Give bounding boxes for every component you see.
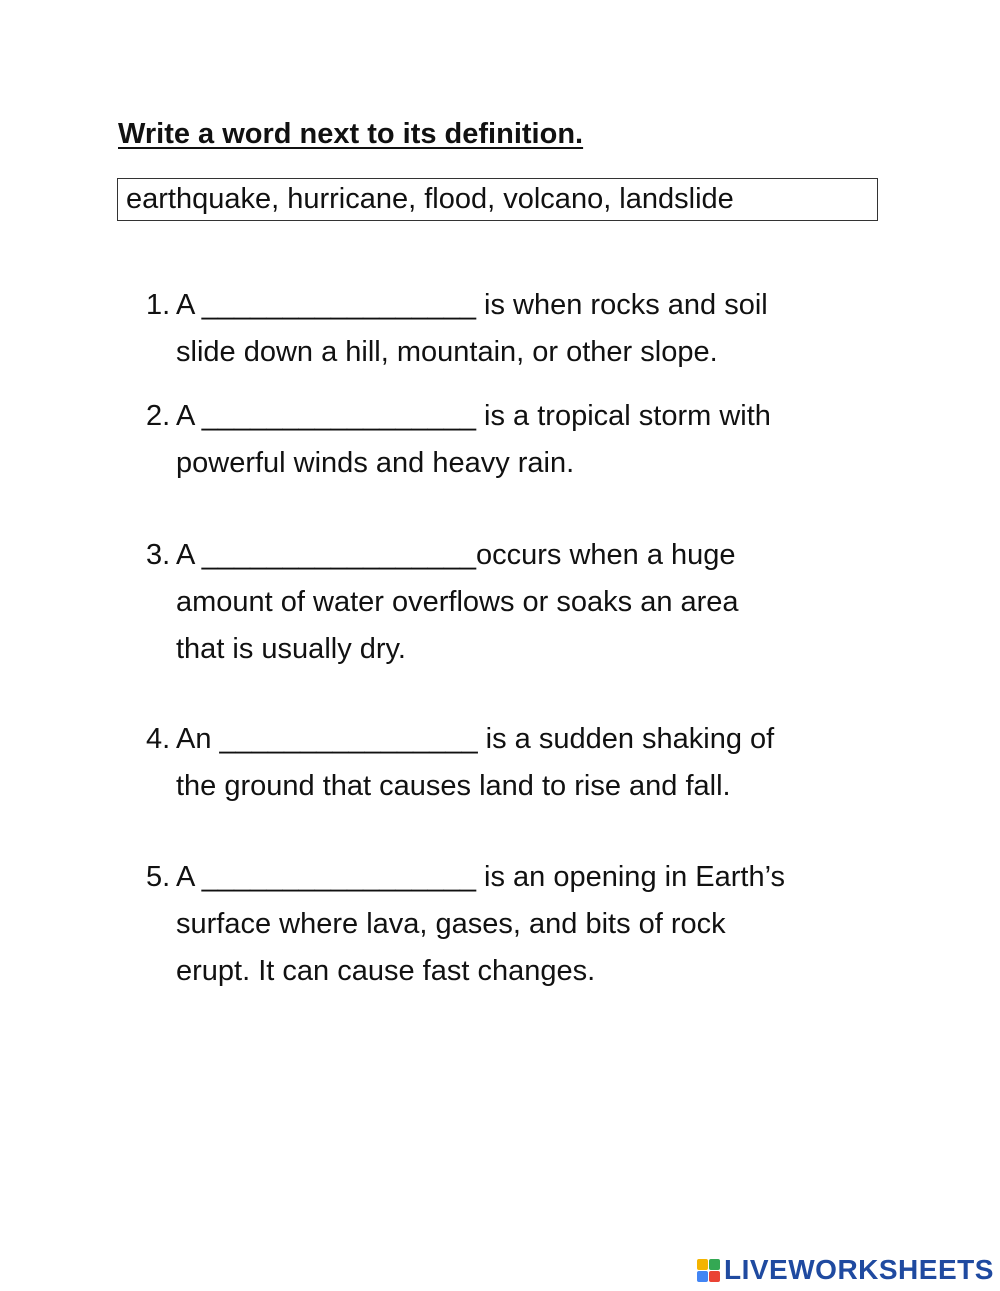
question-text: A _________________ is when rocks and soil slide down a hill, mountain, or other slope.	[176, 289, 768, 368]
question-number: 2.	[146, 400, 171, 432]
question-item	[146, 282, 866, 376]
logo-text: LIVEWORKSHEETS	[724, 1254, 994, 1285]
liveworksheets-logo-icon	[697, 1259, 720, 1282]
question-text: A _________________ is a tropical storm with powerful winds and heavy rain.	[176, 400, 771, 479]
word-bank: earthquake, hurricane, flood, volcano, landslide	[117, 178, 878, 221]
question-item	[146, 854, 866, 995]
question-text: An ________________ is a sudden shaking of the ground that causes land to rise and fall.	[176, 723, 775, 802]
worksheet-title: Write a word next to its definition.	[118, 118, 584, 150]
question-text: A _________________ is an opening in Earth’s surface where lava, gases, and bits of rock erupt. It can cause fast changes.	[176, 861, 785, 987]
question-number: 1.	[146, 289, 171, 321]
liveworksheets-logo	[697, 1254, 994, 1286]
question-item	[146, 393, 866, 487]
question-item	[146, 716, 866, 810]
question-text: A _________________occurs when a huge amount of water overflows or soaks an area that is usually dry.	[176, 539, 739, 665]
question-number: 4.	[146, 723, 171, 755]
question-number: 3.	[146, 539, 171, 571]
question-number: 5.	[146, 861, 171, 893]
question-item	[146, 532, 866, 673]
